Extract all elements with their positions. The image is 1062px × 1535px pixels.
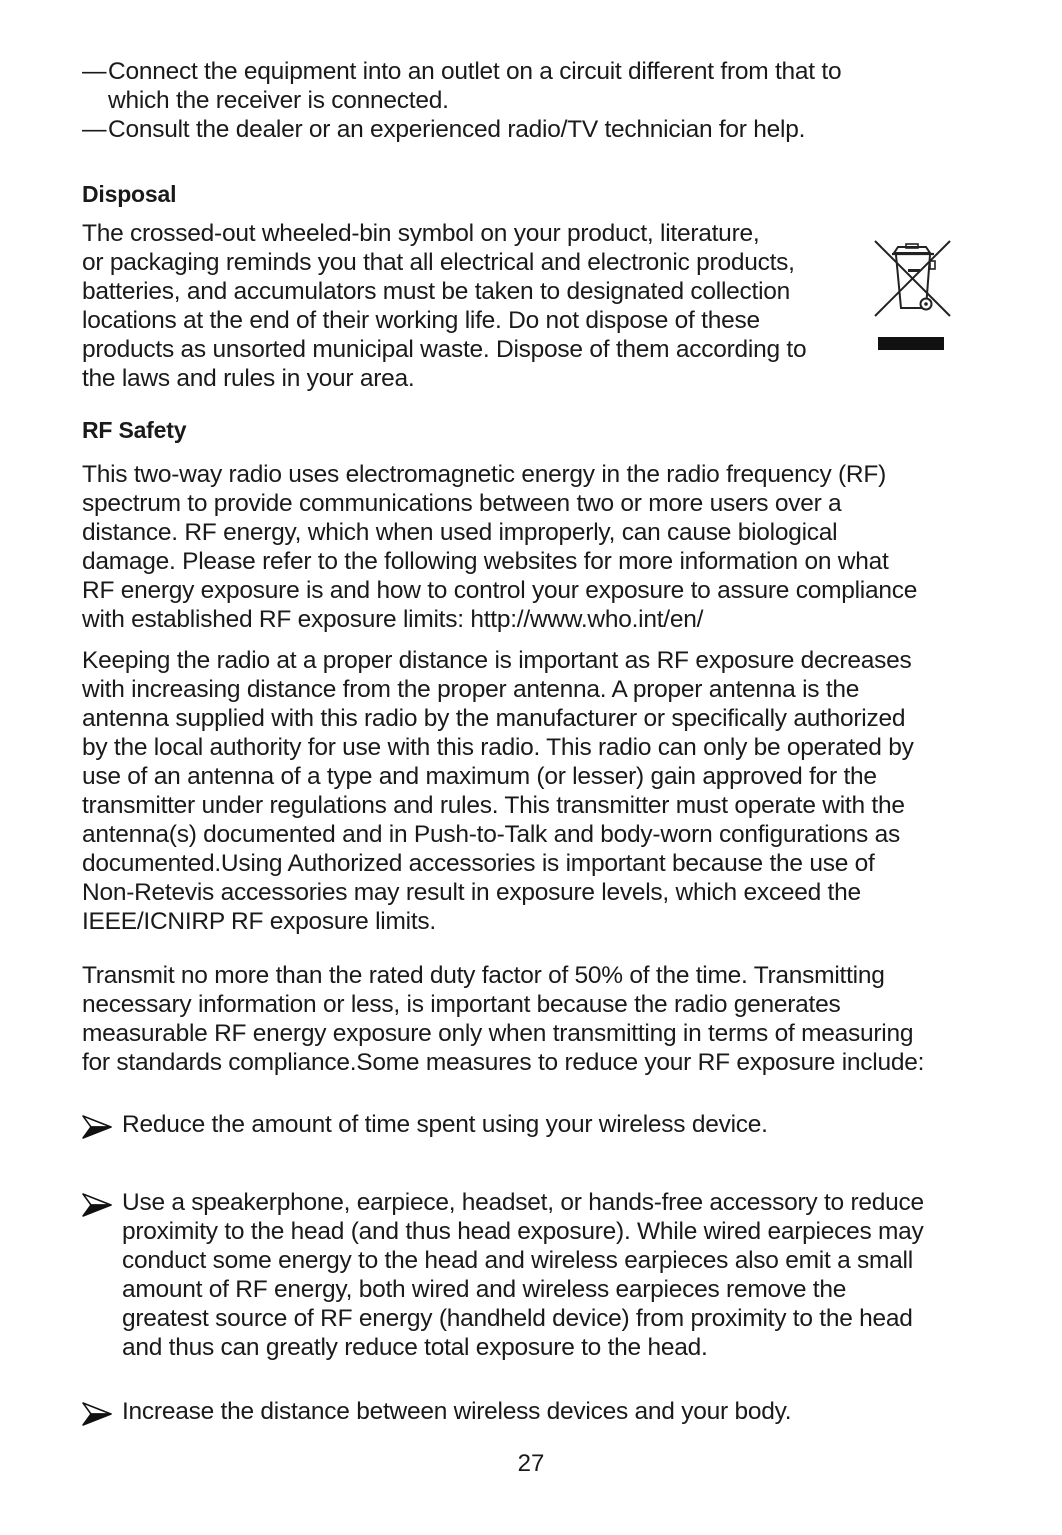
dash-marker: — [82,116,107,143]
page-number: 27 [517,1450,545,1477]
dash-marker: — [82,58,107,85]
arrow-bullet-icon [82,1402,112,1426]
manual-page: —Connect the equipment into an outlet on a circuit different from that to which the receiver is connected. —Consult the dealer or an experienced radio/TV technician for help. Disposal The crossed-out wheeled-bin symbol on your product, literature, or packaging reminds you that all electrical and electronic products, batteries, and accumulators must be taken to designated collection locations at the end of their working life. Do not dispose of these products as unsorted municipal waste. Dispose of them according to the laws and rules in your area. RF Safety This two-way radio uses electromagnetic energy in the radio frequency (RF) spectrum to provide communications between two or more users over a distance. RF energy, which when used improperly, can cause biological damage. Please refer to the following websites for more information on what RF energy exposure is and how to control your exposure to assure compliance with established RF exposure limits: http://www.who.int/en/ Keeping the radio at a proper distance is important as RF exposure decreases with increasing distance from the proper antenna. A proper antenna is the antenna supplied with this radio by the manufacturer or specifically authorized by the local authority for use with this radio. This radio can only be operated by use of an antenna of a type and maximum (or lesser) gain approved for the transmitter under regulations and rules. This transmitter must operate with the antenna(s) documented and in Push-to-Talk and body-worn configurations as documented.Using Authorized accessories is important because the use of Non-Retevis accessories may result in exposure levels, which exceed the IEEE/ICNIRP RF exposure limits. Transmit no more than the rated duty factor of 50% of the time. Transmitting necessary information or less, is important because the radio generates measurable RF energy exposure only when transmitting in terms of measuring for standards compliance.Some measures to reduce your RF exposure include: Reduce the amount of time spent using your wireless device. Use a speakerphone, earpiece, headset, or hands-free accessory to reduce proximity to the head (and thus head exposure). While wired earpieces may conduct some energy to the head and wireless earpieces also emit a small amount of RF energy, both wired and wireless earpieces remove the greatest source of RF energy (handheld device) from proximity to the head and thus can greatly reduce total exposure to the head. Increase the distance between wireless devices and your body. 27 [0,0,1062,1535]
disposal-heading: Disposal [82,181,177,207]
tip-line: Connect the equipment into an outlet on a circuit different from that to [108,58,842,85]
disposal-paragraph: The crossed-out wheeled-bin symbol on your product, literature, or packaging reminds you that all electrical and electronic products, batteries, and accumulators must be taken to designated collection locations at the end of their working life. Do not dispose of these products as unsorted municipal waste. Dispose of them according to the laws and rules in your area. [82,220,807,392]
rf-safety-paragraph-3: Transmit no more than the rated duty factor of 50% of the time. Transmitting necessary information or less, is important because the radio generates measurable RF energy exposure only when transmitting in terms of measuring for standards compliance.Some measures to reduce your RF exposure include: [82,962,925,1076]
interference-tip [82,115,805,144]
rf-safety-heading: RF Safety [82,417,187,443]
rf-safety-paragraph-1: This two-way radio uses electromagnetic energy in the radio frequency (RF) spectrum to provide communications between two or more users over a distance. RF energy, which when used improperly, can cause biological damage. Please refer to the following websites for more information on what RF energy exposure is and how to control your exposure to assure compliance with established RF exposure limits: http://www.who.int/en/ [82,461,918,633]
arrow-bullet-icon [82,1115,112,1139]
arrow-bullet-icon [82,1193,112,1217]
crossed-out-wheeled-bin-icon [872,236,954,356]
rf-safety-paragraph-2: Keeping the radio at a proper distance is important as RF exposure decreases with increasing distance from the proper antenna. A proper antenna is the antenna supplied with this radio by the manufacturer or specifically authorized by the local authority for use with this radio. This radio can only be operated by use of an antenna of a type and maximum (or lesser) gain approved for the transmitter under regulations and rules. This transmitter must operate with the antenna(s) documented and in Push-to-Talk and body-worn configurations as documented.Using Authorized accessories is important because the use of Non-Retevis accessories may result in exposure levels, which exceed the IEEE/ICNIRP RF exposure limits. [82,647,914,935]
tip-line: Consult the dealer or an experienced radio/TV technician for help. [108,116,806,143]
tip-line: which the receiver is connected. [108,87,449,114]
interference-tip [82,57,841,115]
